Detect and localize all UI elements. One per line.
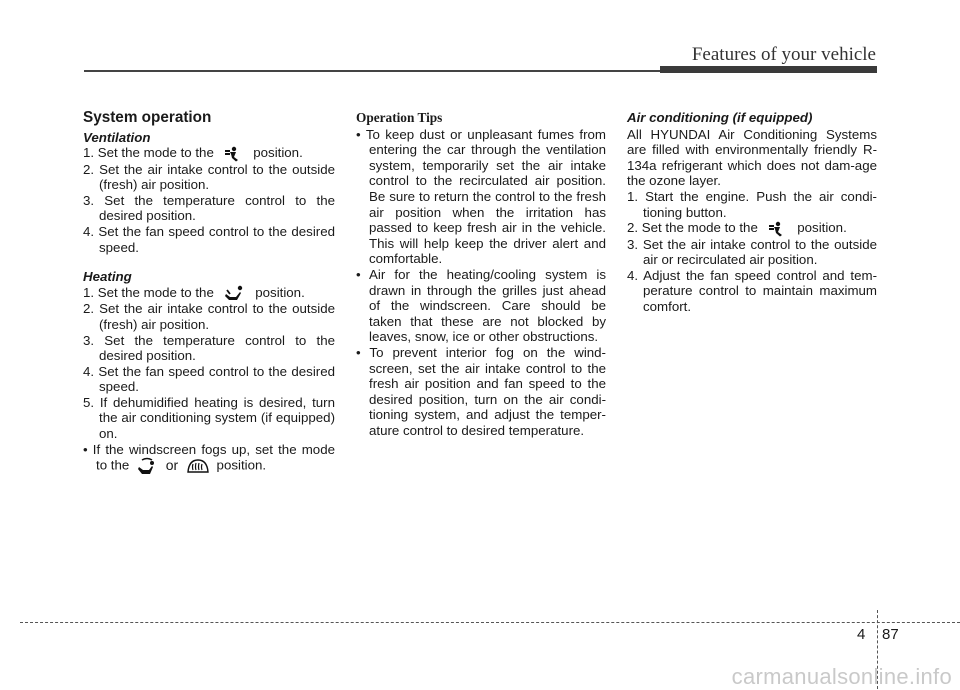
- header-title: Features of your vehicle: [691, 44, 876, 65]
- left-column: [83, 110, 335, 475]
- face-vent-mode-icon: [768, 221, 786, 237]
- tip-1: • To keep dust or unpleasant fumes from entering the car through the ventilation system, temporarily set the air intake control to the recirculated air position. Be sure to return the control to the fresh air position when the irritation has passed to keep fresh air in the vehicle. This will help keep the driver alert and comfortable.: [356, 126, 606, 267]
- ventilation-step-3: 3. Set the temperature control to the desired position.: [83, 192, 335, 224]
- heating-step-1-text: 1. Set the mode to the: [83, 284, 214, 300]
- ac-step-4: 4. Adjust the fan speed control and tem-perature control to maintain maximum comfort.: [627, 267, 877, 315]
- tip-3: • To prevent interior fog on the wind-screen, set the air intake control to the fresh air position and fan speed to the desired position, turn on the air condi-tioning system, and adjust the temper-ature control to desired temperature.: [356, 344, 606, 438]
- face-vent-mode-icon: [224, 146, 242, 162]
- fog-bullet-text: • If the windscreen fogs up, set the mode to the: [83, 441, 335, 473]
- ac-step-2-end: position.: [797, 220, 847, 236]
- tip-2: • Air for the heating/cooling system is drawn in through the grilles just ahead of the windscreen. Care should be taken that these are not blocked by leaves, snow, ice or other obstructions.: [356, 266, 606, 345]
- air-conditioning-intro: All HYUNDAI Air Conditioning Systems are filled with environmentally friendly R-134a refrigerant which does not dam-age the ozone layer.: [627, 126, 877, 189]
- heating-step-1-end: position.: [255, 284, 305, 300]
- section-number: 4: [857, 626, 866, 643]
- windscreen-defrost-icon: [187, 458, 209, 474]
- watermark: carmanualsonline.info: [731, 664, 952, 689]
- ac-step-1: 1. Start the engine. Push the air condi-tioning button.: [627, 188, 877, 220]
- ac-step-3: 3. Set the air intake control to the outside air or recirculated air position.: [627, 236, 877, 268]
- ventilation-step-1: [83, 145, 335, 161]
- page-number: 87: [882, 626, 899, 643]
- ventilation-heading: Ventilation: [83, 129, 151, 145]
- ac-step-2: [627, 220, 877, 236]
- heating-step-1: [83, 285, 335, 301]
- footer-rule: [20, 622, 960, 623]
- fog-bullet-end: position.: [216, 457, 267, 473]
- floor-mode-icon: [224, 285, 244, 301]
- ventilation-step-4: 4. Set the fan speed control to the desired speed.: [83, 224, 335, 255]
- ac-step-2-text: 2. Set the mode to the: [627, 220, 758, 236]
- section-heading: System operation: [83, 109, 212, 126]
- floor-defrost-mode-icon: [137, 457, 157, 475]
- ventilation-step-1-text: 1. Set the mode to the: [83, 145, 214, 161]
- heating-heading: Heating: [83, 269, 132, 285]
- heating-fog-bullet: [83, 442, 335, 476]
- air-conditioning-heading: Air conditioning (if equipped): [627, 110, 813, 125]
- ventilation-step-2: 2. Set the air intake control to the outside (fresh) air position.: [83, 161, 335, 193]
- heating-step-3: 3. Set the temperature control to the desired position.: [83, 332, 335, 364]
- heating-step-2: 2. Set the air intake control to the outside (fresh) air position.: [83, 301, 335, 332]
- header-rule: [84, 70, 660, 72]
- heating-step-4: 4. Set the fan speed control to the desired speed.: [83, 363, 335, 395]
- heating-step-5: 5. If dehumidified heating is desired, turn the air conditioning system (if equipped) on.: [83, 394, 335, 442]
- header-tab: [660, 66, 877, 73]
- operation-tips-heading: Operation Tips: [356, 110, 443, 125]
- right-column: [627, 110, 877, 315]
- ventilation-step-1-end: position.: [253, 145, 303, 161]
- middle-column: [356, 110, 606, 438]
- fog-bullet-or: or: [165, 456, 179, 473]
